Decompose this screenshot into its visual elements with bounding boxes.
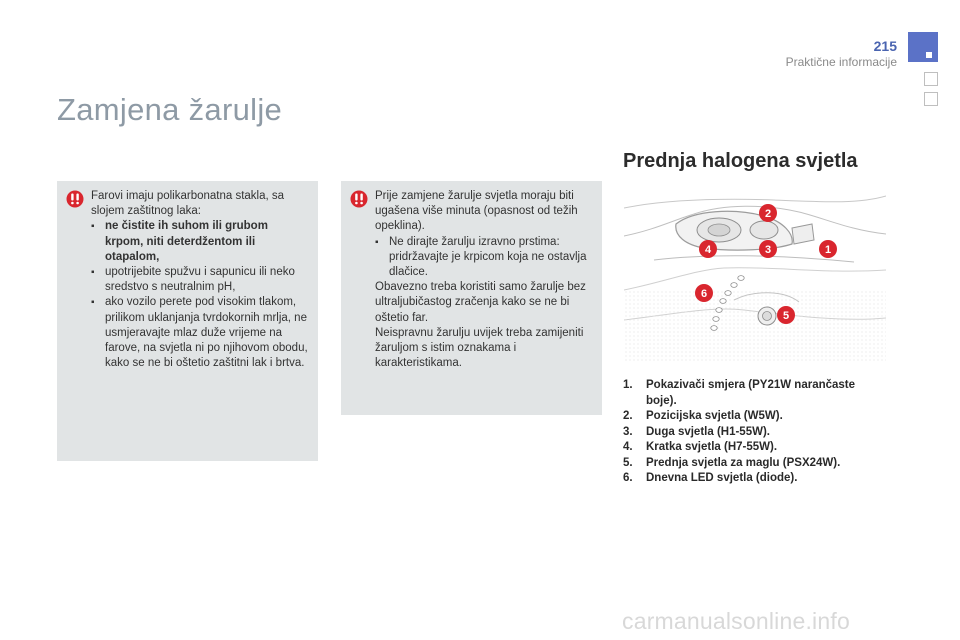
warning-intro: Farovi imaju polikarbonatna stakla, sa slojem zaštitnog laka: bbox=[91, 190, 285, 218]
warning-box-bulb-handling bbox=[341, 181, 602, 415]
callout-6 bbox=[695, 284, 713, 302]
list-item: ▪ upotrijebite spužvu i sapunicu ili neko sredstvo s neutralnim pH, bbox=[91, 265, 308, 295]
svg-text:3: 3 bbox=[764, 244, 772, 256]
watermark: carmanualsonline.info bbox=[622, 608, 850, 634]
list-item: ▪ ne čistite ih suhom ili grubom krpom, niti deterdžentom ili otapalom, bbox=[91, 219, 308, 265]
chapter-tab[interactable] bbox=[924, 72, 938, 86]
warning-icon bbox=[66, 190, 84, 208]
bullet-marker: ▪ bbox=[375, 236, 379, 248]
bullet-marker: ▪ bbox=[91, 297, 95, 309]
list-item: 2. Pozicijska svjetla (W5W). bbox=[623, 410, 783, 422]
list-item: 3. Duga svjetla (H1-55W). bbox=[623, 425, 770, 438]
list-item: 6. Dnevna LED svjetla (diode). bbox=[623, 472, 798, 484]
warning-icon bbox=[350, 190, 368, 208]
svg-text:5: 5 bbox=[782, 310, 790, 322]
svg-text:6: 6 bbox=[700, 288, 708, 300]
section-subtitle: Prednja halogena svjetla bbox=[623, 150, 858, 172]
bulb-parts-list bbox=[623, 378, 883, 487]
section-name: Praktične informacije bbox=[785, 55, 897, 69]
warning-box-headlamp-care bbox=[57, 181, 318, 461]
bullet-marker: ▪ bbox=[91, 267, 95, 279]
list-item: 4. Kratka svjetla (H7-55W). bbox=[623, 441, 778, 453]
callout-3 bbox=[759, 240, 777, 258]
chapter-tab-marker bbox=[926, 52, 932, 58]
chapter-tab-active[interactable] bbox=[908, 32, 938, 62]
warning-intro: Prije zamjene žarulje svjetla moraju biti ugašena više minuta (opasnost od težih opeklina). bbox=[375, 190, 578, 233]
warning-paragraph: Neispravnu žarulju uvijek treba zamijeniti žaruljom s istim oznakama i karakteristikama. bbox=[375, 326, 584, 370]
front-headlamp-illustration bbox=[624, 190, 886, 362]
svg-text:1: 1 bbox=[824, 244, 832, 256]
chapter-tab[interactable] bbox=[924, 92, 938, 106]
callout-1 bbox=[819, 240, 837, 258]
callout-4 bbox=[699, 240, 717, 258]
list-item: ▪ ako vozilo perete pod visokim tlakom, prilikom uklanjanja tvrdokornih mrlja, ne usmjeravajte mlaz duže vrijeme na farove, na svjetla ni po njihovom obodu, kako se ne bi oštetio zaštitni lak i brtva. bbox=[91, 295, 308, 371]
page-number: 215 bbox=[873, 38, 897, 54]
list-item: 5. Prednja svjetla za maglu (PSX24W). bbox=[623, 456, 841, 469]
warning-paragraph: Obavezno treba koristiti samo žarulje bez ultraljubičastog zračenja kako se ne bi oštetio far. bbox=[375, 281, 586, 324]
callout-2 bbox=[759, 204, 777, 222]
bullet-marker: ▪ bbox=[91, 221, 95, 233]
list-item: 1. Pokazivači smjera (PY21W narančaste boje). bbox=[623, 379, 856, 407]
callout-5 bbox=[777, 306, 795, 324]
svg-text:4: 4 bbox=[704, 244, 712, 256]
list-item: ▪ Ne dirajte žarulju izravno prstima: pridržavajte je krpicom koja ne ostavlja dlačice. bbox=[375, 235, 592, 281]
page-title: Zamjena žarulje bbox=[57, 92, 283, 127]
svg-text:2: 2 bbox=[764, 208, 772, 220]
